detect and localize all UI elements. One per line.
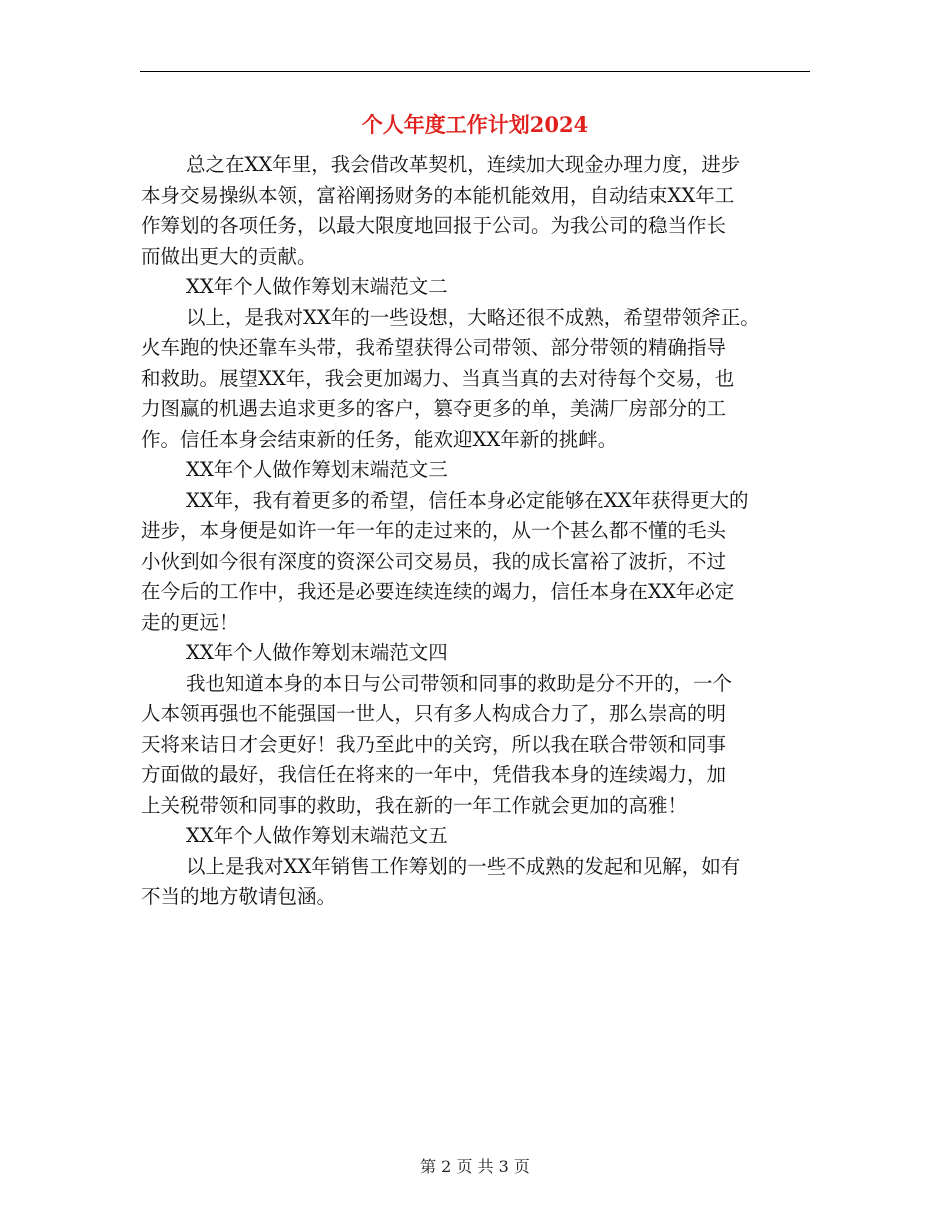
body-line: 作。信任本身会结束新的任务，能欢迎XX年新的挑衅。 <box>141 427 618 451</box>
document-title: 个人年度工作计划2024 <box>361 112 589 137</box>
body-line: 而做出更大的贡献。 <box>141 244 317 268</box>
body-line: 走的更远！ <box>141 610 239 634</box>
section-heading: XX年个人做作筹划末端范文五 <box>186 824 448 847</box>
body-line: 以上是我对XX年销售工作筹划的一些不成熟的发起和见解，如有 <box>186 854 741 878</box>
body-line: XX年，我有着更多的希望，信任本身必定能够在XX年获得更大的 <box>186 488 749 512</box>
body-line: 进步，本身便是如许一年一年的走过来的，从一个甚么都不懂的毛头 <box>141 519 727 542</box>
document-body <box>141 150 811 913</box>
body-line: 总之在XX年里，我会借改革契机，连续加大现金办理力度，进步 <box>186 153 741 176</box>
body-line: 在今后的工作中，我还是必要连续连续的竭力，信任本身在XX年必定 <box>141 580 735 603</box>
page-footer: 第 2 页 共 3 页 <box>420 1157 530 1176</box>
body-line: 方面做的最好，我信任在将来的一年中，凭借我本身的连续竭力，加 <box>141 763 727 786</box>
body-line: 和救助。展望XX年，我会更加竭力、当真当真的去对待每个交易，也 <box>141 366 735 390</box>
header-rule <box>140 71 810 72</box>
section-heading: XX年个人做作筹划末端范文三 <box>186 458 448 481</box>
body-line: 不当的地方敬请包涵。 <box>141 885 337 908</box>
section-heading: XX年个人做作筹划末端范文四 <box>186 641 448 664</box>
body-line: 作筹划的各项任务，以最大限度地回报于公司。为我公司的稳当作长 <box>141 214 727 237</box>
body-line: 天将来诘日才会更好！我乃至此中的关窍，所以我在联合带领和同事 <box>141 732 727 756</box>
body-line: 人本领再强也不能强国一世人，只有多人构成合力了，那么崇高的明 <box>141 702 727 725</box>
body-line: 力图赢的机遇去追求更多的客户，篡夺更多的单，美满厂房部分的工 <box>141 397 727 420</box>
body-line: 我也知道本身的本日与公司带领和同事的救助是分不开的，一个 <box>186 671 733 695</box>
body-line: 以上，是我对XX年的一些设想，大略还很不成熟，希望带领斧正。 <box>186 305 760 329</box>
body-line: 火车跑的快还靠车头带，我希望获得公司带领、部分带领的精确指导 <box>141 336 727 359</box>
body-line: 上关税带领和同事的救助，我在新的一年工作就会更加的高雅！ <box>141 793 688 817</box>
section-heading: XX年个人做作筹划末端范文二 <box>186 275 448 298</box>
body-line: 本身交易操纵本领，富裕阐扬财务的本能机能效用，自动结束XX年工 <box>141 183 735 207</box>
body-line: 小伙到如今很有深度的资深公司交易员，我的成长富裕了波折，不过 <box>141 549 727 573</box>
